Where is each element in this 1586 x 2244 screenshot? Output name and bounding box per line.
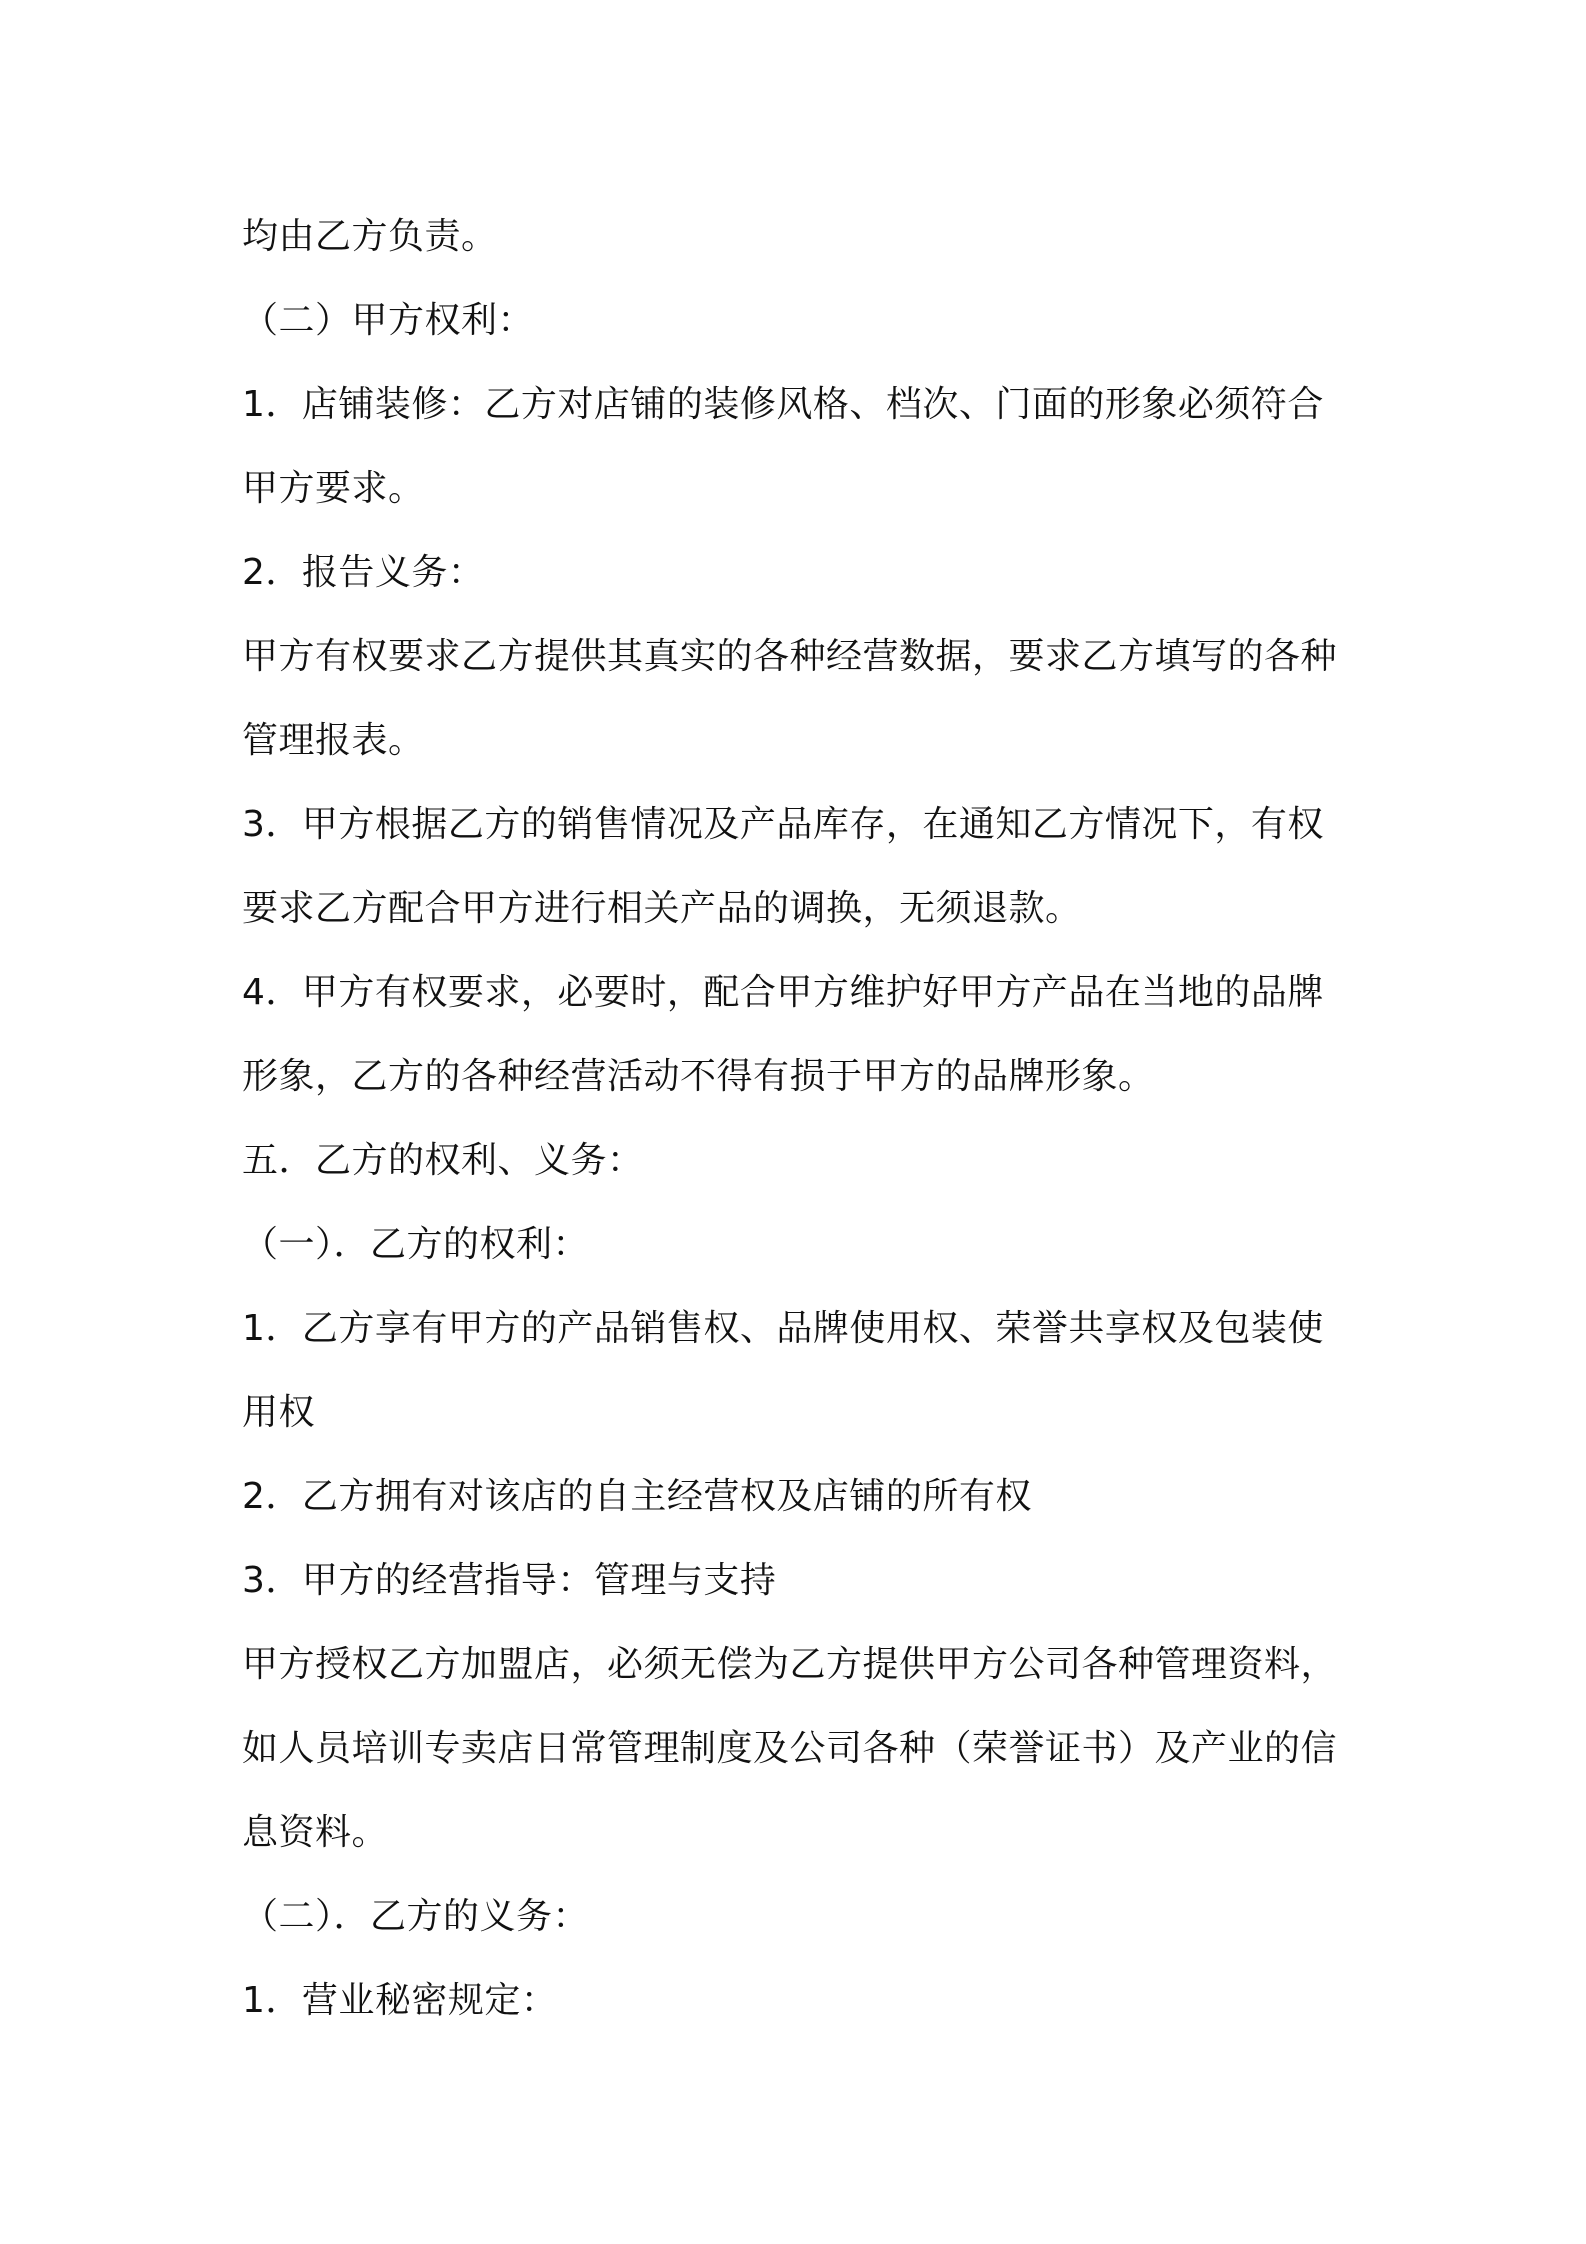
text-line: 3．甲方的经营指导：管理与支持 — [242, 1560, 777, 1601]
text-line: 2．乙方拥有对该店的自主经营权及店铺的所有权 — [242, 1476, 1032, 1517]
text-line: 3．甲方根据乙方的销售情况及产品库存，在通知乙方情况下，有权 — [242, 804, 1324, 845]
section-heading: 五．乙方的权利、义务： — [242, 1140, 644, 1181]
text-line: 1．店铺装修：乙方对店铺的装修风格、档次、门面的形象必须符合 — [242, 384, 1324, 425]
text-line: 2．报告义务： — [242, 552, 485, 593]
text-line: 甲方要求。 — [242, 468, 425, 509]
text-line: 如人员培训专卖店日常管理制度及公司各种（荣誉证书）及产业的信 — [242, 1728, 1338, 1769]
text-line: 要求乙方配合甲方进行相关产品的调换，无须退款。 — [242, 888, 1082, 929]
text-line: 均由乙方负责。 — [242, 216, 498, 257]
section-heading: （二）．乙方的义务： — [242, 1896, 590, 1937]
text-line: 用权 — [242, 1392, 316, 1433]
section-heading: （一）．乙方的权利： — [242, 1224, 590, 1265]
text-line: 甲方授权乙方加盟店，必须无偿为乙方提供甲方公司各种管理资料， — [242, 1644, 1338, 1685]
text-line: 息资料。 — [242, 1812, 389, 1853]
section-heading: （二）甲方权利： — [242, 300, 535, 341]
text-line: 1．乙方享有甲方的产品销售权、品牌使用权、荣誉共享权及包装使 — [242, 1308, 1324, 1349]
text-line: 形象，乙方的各种经营活动不得有损于甲方的品牌形象。 — [242, 1056, 1155, 1097]
text-line: 甲方有权要求乙方提供其真实的各种经营数据，要求乙方填写的各种 — [242, 636, 1338, 677]
document-body — [242, 195, 1362, 2043]
text-line: 1．营业秘密规定： — [242, 1980, 558, 2021]
text-line: 管理报表。 — [242, 720, 425, 761]
text-line: 4．甲方有权要求，必要时，配合甲方维护好甲方产品在当地的品牌 — [242, 972, 1324, 1013]
